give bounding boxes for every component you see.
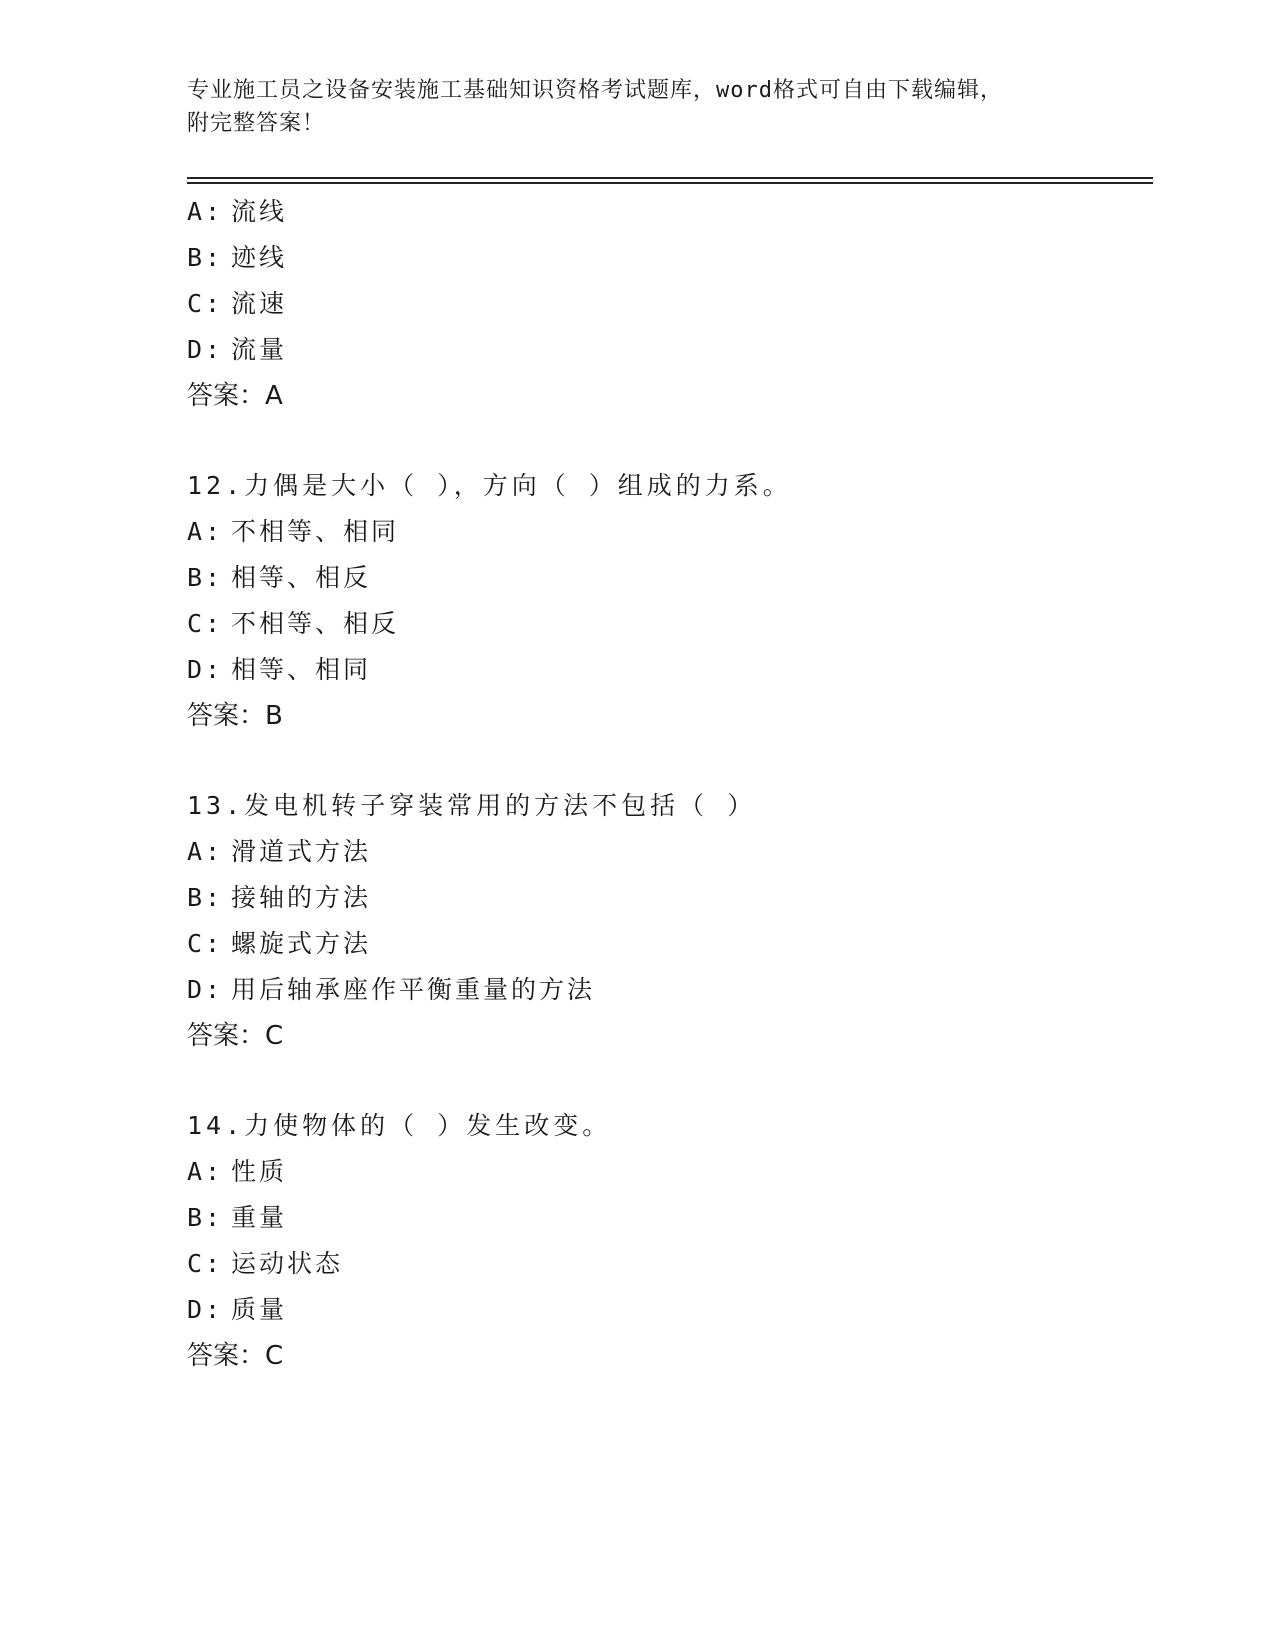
option-letter: D:: [187, 1295, 224, 1324]
header-line-1: 专业施工员之设备安装施工基础知识资格考试题库，word格式可自由下载编辑，: [187, 78, 1003, 103]
option-text: 接轴的方法: [231, 883, 372, 912]
option-d: [187, 1287, 1147, 1333]
option-letter: A:: [187, 197, 224, 226]
document-header: [187, 74, 1067, 140]
question-list: [187, 189, 1147, 1379]
option-letter: B:: [187, 563, 224, 592]
option-c: [187, 601, 1147, 647]
option-text: 流量: [231, 335, 288, 364]
option-letter: C:: [187, 929, 224, 958]
answer-line: 答案：C: [187, 1341, 284, 1371]
option-text: 迹线: [231, 243, 288, 272]
option-text: 不相等、相同: [231, 517, 400, 546]
option-b: [187, 235, 1147, 281]
option-letter: B:: [187, 1203, 224, 1232]
question-block-14: [187, 1103, 1147, 1379]
option-c: [187, 1241, 1147, 1287]
option-text: 滑道式方法: [231, 837, 372, 866]
option-text: 螺旋式方法: [231, 929, 372, 958]
answer-line: 答案：A: [187, 381, 283, 411]
option-b: [187, 555, 1147, 601]
question-block-13: [187, 783, 1147, 1059]
option-letter: D:: [187, 335, 224, 364]
option-letter: D:: [187, 655, 224, 684]
option-d: [187, 327, 1147, 373]
answer-line: 答案：C: [187, 1021, 284, 1051]
option-letter: C:: [187, 1249, 224, 1278]
option-text: 用后轴承座作平衡重量的方法: [231, 975, 596, 1004]
option-letter: A:: [187, 517, 224, 546]
option-text: 相等、相反: [231, 563, 372, 592]
option-letter: C:: [187, 609, 224, 638]
option-text: 流线: [231, 197, 288, 226]
header-line-2: 附完整答案！: [187, 111, 326, 136]
option-text: 相等、相同: [231, 655, 372, 684]
header-divider-top: [187, 177, 1153, 179]
question-stem: 14.力使物体的（ ）发生改变。: [187, 1111, 612, 1140]
question-block-partial: [187, 189, 1147, 419]
option-a: [187, 829, 1147, 875]
option-b: [187, 875, 1147, 921]
option-letter: D:: [187, 975, 224, 1004]
option-text: 流速: [231, 289, 288, 318]
option-letter: B:: [187, 243, 224, 272]
answer-line: 答案：B: [187, 701, 283, 731]
option-text: 质量: [231, 1295, 288, 1324]
option-text: 重量: [231, 1203, 288, 1232]
option-d: [187, 647, 1147, 693]
option-text: 性质: [231, 1157, 288, 1186]
option-c: [187, 921, 1147, 967]
option-c: [187, 281, 1147, 327]
option-letter: A:: [187, 1157, 224, 1186]
option-a: [187, 189, 1147, 235]
option-text: 不相等、相反: [231, 609, 400, 638]
question-block-12: [187, 463, 1147, 739]
option-letter: A:: [187, 837, 224, 866]
header-divider-bottom: [187, 182, 1153, 184]
option-b: [187, 1195, 1147, 1241]
option-d: [187, 967, 1147, 1013]
option-letter: B:: [187, 883, 224, 912]
option-a: [187, 509, 1147, 555]
question-stem: 13.发电机转子穿装常用的方法不包括（ ）: [187, 791, 757, 820]
option-a: [187, 1149, 1147, 1195]
question-stem: 12.力偶是大小（ ），方向（ ）组成的力系。: [187, 471, 792, 500]
option-letter: C:: [187, 289, 224, 318]
option-text: 运动状态: [231, 1249, 344, 1278]
